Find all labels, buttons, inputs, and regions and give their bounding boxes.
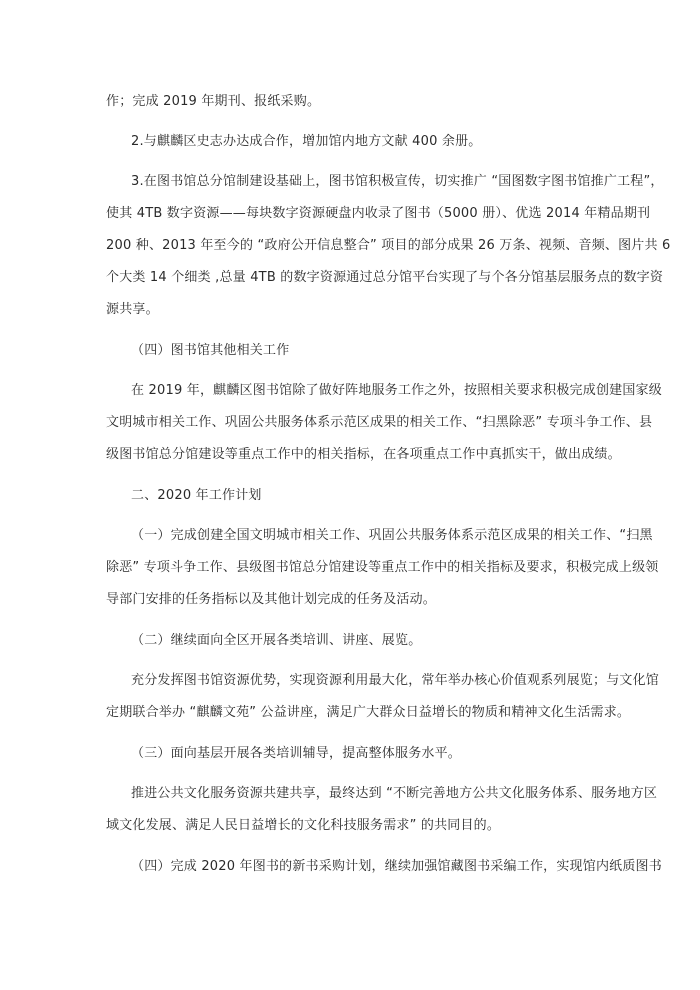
text-line: 2.与麒麟区史志办达成合作，增加馆内地方文献 400 余册。 [131, 134, 482, 149]
text-line: 文明城市相关工作、巩固公共服务体系示范区成果的相关工作、“扫黑除恶” 专项斗争工作、县 [106, 415, 653, 430]
text-line: （一）完成创建全国文明城市相关工作、巩固公共服务体系示范区成果的相关工作、“扫黑 [131, 528, 653, 543]
text-line: 3.在图书馆总分馆制建设基础上，图书馆积极宣传，切实推广 “国图数字图书馆推广工程”， [131, 174, 664, 189]
section-heading: 二、2020 年工作计划 [131, 488, 262, 503]
text-line: 域文化发展、满足人民日益增长的文化科技服务需求” 的共同目的。 [106, 818, 501, 833]
text-line: 定期联合举办 “麒麟文苑” 公益讲座，满足广大群众日益增长的物质和精神文化生活需求。 [106, 705, 631, 720]
text-line: 导部门安排的任务指标以及其他计划完成的任务及活动。 [106, 592, 437, 607]
text-line: 源共享。 [106, 302, 159, 317]
text-line: 200 种、2013 年至今的 “政府公开信息整合” 项目的部分成果 26 万条、视频、音频、图片共 6 [106, 238, 671, 253]
text-line: 推进公共文化服务资源共建共享，最终达到 “不断完善地方公共文化服务体系、服务地方区 [131, 786, 658, 801]
section-heading: （四）图书馆其他相关工作 [131, 343, 290, 358]
text-line: （四）完成 2020 年图书的新书采购计划，继续加强馆藏图书采编工作，实现馆内纸质图书 [131, 859, 662, 874]
text-line: 充分发挥图书馆资源优势，实现资源利用最大化，常年举办核心价值观系列展览；与文化馆 [131, 673, 660, 688]
section-heading: （二）继续面向全区开展各类培训、讲座、展览。 [131, 633, 422, 648]
section-heading: （三）面向基层开展各类培训辅导，提高整体服务水平。 [131, 746, 462, 761]
text-line: 作；完成 2019 年期刊、报纸采购。 [106, 94, 321, 109]
text-line: 在 2019 年，麒麟区图书馆除了做好阵地服务工作之外，按照相关要求积极完成创建国家级 [131, 383, 662, 398]
text-line: 个大类 14 个细类 ,总量 4TB 的数字资源通过总分馆平台实现了与个各分馆基层服务点的数字资 [106, 270, 664, 285]
text-line: 除恶” 专项斗争工作、县级图书馆总分馆建设等重点工作中的相关指标及要求，积极完成上级领 [106, 560, 659, 575]
text-line: 级图书馆总分馆建设等重点工作中的相关指标，在各项重点工作中真抓实干，做出成绩。 [106, 447, 621, 462]
text-line: 使其 4TB 数字资源——每块数字资源硬盘内收录了图书（5000 册）、优选 2014 年精品期刊 [106, 206, 651, 221]
